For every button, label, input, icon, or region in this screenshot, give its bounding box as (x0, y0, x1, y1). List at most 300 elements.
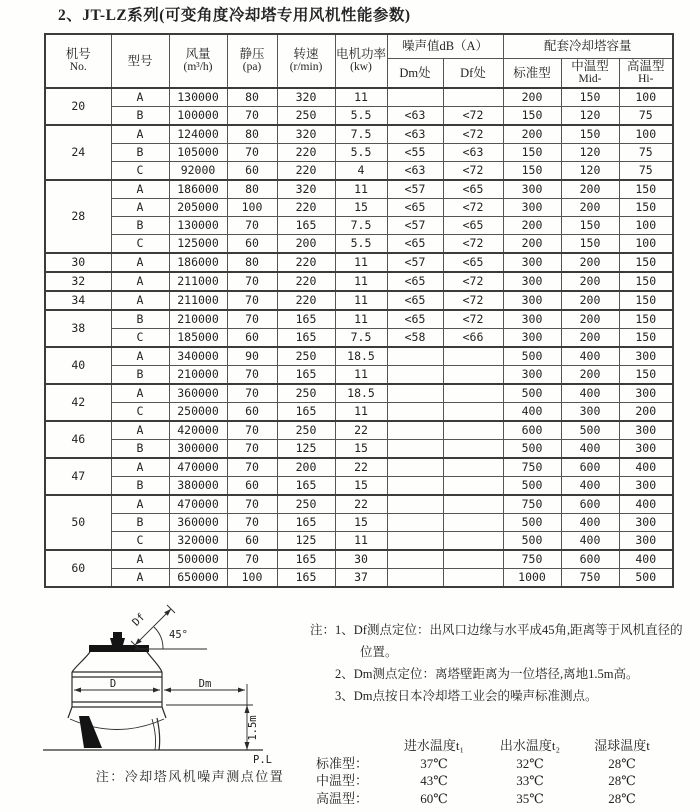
temperature-table (316, 737, 666, 807)
table-cell: 220 (277, 253, 335, 272)
motor-power-label: 电机功率 (335, 47, 386, 61)
table-cell: 400 (561, 384, 619, 403)
table-row (45, 161, 673, 180)
leg-left (79, 716, 102, 748)
table-cell (387, 402, 443, 421)
table-cell: A (111, 458, 169, 477)
table-cell: 18.5 (335, 347, 387, 366)
table-cell: 200 (561, 328, 619, 347)
table-cell: 200 (561, 291, 619, 310)
table-cell: <63 (443, 143, 503, 161)
table-cell: 150 (619, 198, 673, 216)
table-cell: 100 (619, 125, 673, 144)
table-cell: C (111, 161, 169, 180)
table-row (45, 458, 673, 477)
dim-d-arrow-right (153, 688, 160, 693)
machine-no-cell: 32 (45, 272, 111, 291)
table-cell: 150 (619, 328, 673, 347)
table-row (45, 125, 673, 144)
table-cell: 300 (503, 328, 561, 347)
table-cell: 15 (335, 439, 387, 458)
table-cell: C (111, 531, 169, 550)
static-pressure-unit: (pa) (242, 61, 262, 74)
table-row (45, 476, 673, 495)
table-cell: 300 (619, 476, 673, 495)
table-cell: 400 (619, 458, 673, 477)
table-cell (443, 402, 503, 421)
col-header-cap-mid (561, 59, 619, 88)
speed-unit: (r/min) (289, 61, 323, 74)
table-cell: 70 (227, 495, 277, 514)
table-cell: 400 (561, 476, 619, 495)
table-cell: 500 (503, 531, 561, 550)
machine-no-cell: 28 (45, 180, 111, 253)
table-cell: B (111, 365, 169, 384)
table-cell: 5.5 (335, 106, 387, 125)
table-cell: <65 (387, 198, 443, 216)
table-cell: 11 (335, 310, 387, 329)
table-cell: B (111, 513, 169, 531)
table-cell: 320 (277, 180, 335, 199)
temp-row-label: 高温型： (316, 790, 369, 806)
table-cell: 100 (227, 568, 277, 587)
table-cell: 750 (503, 495, 561, 514)
table-cell: 165 (277, 550, 335, 569)
static-pressure-label: 静压 (239, 47, 265, 61)
table-cell: <72 (443, 272, 503, 291)
skirt-right (162, 707, 166, 718)
table-cell: A (111, 384, 169, 403)
table-cell: 400 (619, 550, 673, 569)
table-cell: 1000 (503, 568, 561, 587)
table-cell: C (111, 234, 169, 253)
table-cell: 600 (561, 495, 619, 514)
table-cell: C (111, 328, 169, 347)
table-cell: 400 (561, 439, 619, 458)
table-cell: 500 (503, 384, 561, 403)
table-cell: 211000 (169, 272, 227, 291)
table-cell: <63 (387, 161, 443, 180)
table-cell: 250 (277, 495, 335, 514)
fan-cap (89, 645, 149, 652)
table-cell: 80 (227, 88, 277, 107)
table-cell: 150 (619, 365, 673, 384)
table-cell: B (111, 439, 169, 458)
temp-header-inlet: 进水温度t₁ (403, 738, 465, 753)
table-cell: 165 (277, 568, 335, 587)
table-row (45, 347, 673, 366)
table-cell: 150 (561, 88, 619, 107)
temp-header-empty (316, 737, 386, 755)
table-cell: 500 (503, 347, 561, 366)
table-cell (387, 531, 443, 550)
table-cell: 7.5 (335, 328, 387, 347)
table-cell: 15 (335, 513, 387, 531)
table-cell: 650000 (169, 568, 227, 587)
table-cell (387, 495, 443, 514)
table-cell (443, 476, 503, 495)
table-row (45, 495, 673, 514)
table-cell: 165 (277, 216, 335, 234)
temp-value: 28℃ (608, 773, 636, 788)
table-cell: 60 (227, 328, 277, 347)
table-cell: B (111, 476, 169, 495)
table-cell: 200 (561, 365, 619, 384)
table-row (45, 291, 673, 310)
diagram-caption: 注：冷却塔风机噪声测点位置 (95, 769, 285, 784)
table-cell (443, 513, 503, 531)
table-cell: 200 (561, 198, 619, 216)
dim-d-label: D (109, 678, 117, 690)
table-cell (387, 439, 443, 458)
table-row (45, 88, 673, 107)
table-cell: 37 (335, 568, 387, 587)
table-cell: 500 (619, 568, 673, 587)
table-cell: 186000 (169, 180, 227, 199)
table-cell: 360000 (169, 384, 227, 403)
table-cell: 11 (335, 365, 387, 384)
dim-dm-arrow-right (238, 688, 245, 693)
table-cell: 15 (335, 198, 387, 216)
table-cell (443, 568, 503, 587)
table-cell: 400 (619, 495, 673, 514)
table-row (45, 439, 673, 458)
motor-stem (113, 632, 122, 638)
table-cell: A (111, 180, 169, 199)
table-cell: 500 (561, 421, 619, 440)
table-cell: 400 (561, 513, 619, 531)
table-cell: 300 (619, 513, 673, 531)
temp-header-wetbulb: 湿球温度t (594, 738, 650, 753)
table-cell (387, 513, 443, 531)
machine-no-cell: 47 (45, 458, 111, 495)
table-cell: 750 (561, 568, 619, 587)
temp-value: 28℃ (608, 755, 636, 771)
table-cell: B (111, 143, 169, 161)
col-group-capacity: 配套冷却塔容量 (503, 34, 673, 59)
table-cell: 300 (503, 291, 561, 310)
note-item-2: 2、Dm测点定位：离塔壁距离为一位塔径,离地1.5m高。 (335, 666, 639, 681)
table-row (45, 143, 673, 161)
temp-row-label: 中温型： (316, 773, 369, 788)
note-item-3: 3、Dm点按日本冷却塔工业会的噪声标准测点。 (335, 688, 598, 703)
tower-shoulder-left (72, 652, 90, 672)
table-cell (387, 568, 443, 587)
table-cell: <57 (387, 253, 443, 272)
table-cell: 150 (619, 253, 673, 272)
table-cell: 100 (619, 88, 673, 107)
table-cell: <65 (443, 216, 503, 234)
table-row (45, 253, 673, 272)
table-cell (387, 347, 443, 366)
speed-label: 转速 (293, 47, 319, 61)
notes-prefix: 注： (310, 623, 336, 637)
table-cell: 70 (227, 143, 277, 161)
table-cell: 200 (503, 216, 561, 234)
table-cell: 250 (277, 106, 335, 125)
table-cell: 220 (277, 161, 335, 180)
table-cell: A (111, 272, 169, 291)
table-row (45, 106, 673, 125)
table-cell: 165 (277, 402, 335, 421)
col-header-motor-power (335, 34, 387, 88)
machine-no-cell: 30 (45, 253, 111, 272)
table-row (45, 421, 673, 440)
table-cell: 70 (227, 384, 277, 403)
table-cell: 22 (335, 495, 387, 514)
table-cell: 340000 (169, 347, 227, 366)
table-cell: <72 (443, 106, 503, 125)
table-cell: 300 (503, 198, 561, 216)
machine-no-label: 机号 (65, 47, 91, 61)
dim-dm-arrow-left (164, 688, 171, 693)
table-cell (443, 347, 503, 366)
table-cell (387, 421, 443, 440)
table-cell: 300 (619, 531, 673, 550)
table-cell: 80 (227, 180, 277, 199)
table-cell: 92000 (169, 161, 227, 180)
table-row (45, 198, 673, 216)
table-cell: 70 (227, 216, 277, 234)
machine-no-cell: 34 (45, 291, 111, 310)
cooling-tower-drawing (35, 598, 295, 773)
table-cell (443, 550, 503, 569)
table-cell: A (111, 550, 169, 569)
table-cell: 400 (503, 402, 561, 421)
table-cell: 250 (277, 421, 335, 440)
table-cell (387, 458, 443, 477)
table-cell: 211000 (169, 291, 227, 310)
notes-list (335, 620, 694, 708)
table-cell: 80 (227, 125, 277, 144)
motor-power-unit: (kw) (350, 61, 372, 74)
table-cell: 60 (227, 234, 277, 253)
table-cell: 210000 (169, 365, 227, 384)
table-cell: 320000 (169, 531, 227, 550)
table-cell: 300000 (169, 439, 227, 458)
angle-arc (154, 627, 163, 649)
table-cell: <66 (443, 328, 503, 347)
col-header-airflow (169, 34, 227, 88)
table-cell: 100000 (169, 106, 227, 125)
table-cell: <72 (443, 198, 503, 216)
table-cell: A (111, 347, 169, 366)
table-cell: <72 (443, 125, 503, 144)
table-cell: 320 (277, 125, 335, 144)
temp-value: 43℃ (420, 773, 448, 788)
table-cell: 150 (503, 143, 561, 161)
table-cell: 420000 (169, 421, 227, 440)
table-cell: 11 (335, 402, 387, 421)
table-cell: 600 (503, 421, 561, 440)
table-cell: 120 (561, 106, 619, 125)
table-cell: 300 (619, 347, 673, 366)
table-row (45, 550, 673, 569)
page-title: 2、JT-LZ系列(可变角度冷却塔专用风机性能参数) (58, 7, 411, 24)
table-cell: 22 (335, 458, 387, 477)
table-cell: 200 (561, 180, 619, 199)
table-cell: 186000 (169, 253, 227, 272)
temperature-row-mid (316, 772, 666, 790)
cap-mid-label: 中温型 (571, 59, 609, 73)
table-cell: 200 (277, 458, 335, 477)
table-cell (443, 458, 503, 477)
table-cell: A (111, 198, 169, 216)
table-cell (443, 495, 503, 514)
table-cell: 11 (335, 272, 387, 291)
table-cell: 11 (335, 531, 387, 550)
performance-table (44, 33, 674, 588)
table-cell: 300 (503, 310, 561, 329)
machine-no-cell: 46 (45, 421, 111, 458)
table-cell: 130000 (169, 216, 227, 234)
machine-no-cell: 50 (45, 495, 111, 550)
table-cell: 150 (619, 272, 673, 291)
table-cell: 150 (561, 216, 619, 234)
table-cell: 124000 (169, 125, 227, 144)
machine-no-cell: 38 (45, 310, 111, 347)
machine-no-cell: 60 (45, 550, 111, 587)
table-cell: 150 (619, 291, 673, 310)
table-cell: 400 (561, 531, 619, 550)
table-cell: 300 (561, 402, 619, 421)
table-cell: 200 (277, 234, 335, 253)
dim-height-arrow-top (245, 705, 250, 713)
table-cell: 600 (561, 458, 619, 477)
table-cell: 100 (619, 216, 673, 234)
table-cell: A (111, 88, 169, 107)
table-row (45, 328, 673, 347)
table-cell (443, 421, 503, 440)
table-cell: A (111, 253, 169, 272)
table-cell: <55 (387, 143, 443, 161)
temp-value: 32℃ (516, 755, 544, 771)
table-cell: 300 (619, 384, 673, 403)
table-cell: 470000 (169, 458, 227, 477)
table-cell: 470000 (169, 495, 227, 514)
table-cell: <57 (387, 216, 443, 234)
table-cell: 150 (503, 161, 561, 180)
table-row (45, 234, 673, 253)
table-cell: <65 (387, 291, 443, 310)
machine-no-cell: 20 (45, 88, 111, 125)
table-cell: 250 (277, 347, 335, 366)
table-cell: 18.5 (335, 384, 387, 403)
table-cell: 60 (227, 161, 277, 180)
table-cell: 5.5 (335, 234, 387, 253)
col-header-static-pressure (227, 34, 277, 88)
table-cell: 210000 (169, 310, 227, 329)
table-cell: 165 (277, 328, 335, 347)
temperature-header-row (316, 737, 666, 755)
col-header-noise-dm: Dm处 (387, 59, 443, 88)
table-cell: 200 (561, 253, 619, 272)
pl-label: P.L (253, 754, 272, 766)
table-cell: 165 (277, 513, 335, 531)
table-cell: 70 (227, 513, 277, 531)
col-header-cap-hi (619, 59, 673, 88)
table-cell: B (111, 310, 169, 329)
table-row (45, 180, 673, 199)
table-cell: 200 (503, 125, 561, 144)
table-cell: 150 (561, 125, 619, 144)
table-cell: 150 (619, 310, 673, 329)
table-cell: 300 (503, 180, 561, 199)
table-cell: 200 (561, 272, 619, 291)
table-cell: 150 (561, 234, 619, 253)
table-cell: <65 (387, 272, 443, 291)
table-cell: 5.5 (335, 143, 387, 161)
table-cell (443, 384, 503, 403)
table-cell: 400 (561, 347, 619, 366)
table-cell (443, 531, 503, 550)
table-cell: <63 (387, 125, 443, 144)
table-cell: 220 (277, 198, 335, 216)
table-cell: A (111, 568, 169, 587)
dim-d-arrow-left (74, 688, 81, 693)
table-cell: 250 (277, 384, 335, 403)
temp-value: 35℃ (516, 790, 544, 806)
table-cell: 165 (277, 310, 335, 329)
table-cell: <57 (387, 180, 443, 199)
table-cell: 300 (503, 253, 561, 272)
table-cell: C (111, 402, 169, 421)
table-cell: 125 (277, 531, 335, 550)
table-cell: 200 (503, 88, 561, 107)
cap-hi-sublabel: Hi- (638, 73, 654, 86)
table-cell: 4 (335, 161, 387, 180)
table-cell: A (111, 125, 169, 144)
table-cell: 750 (503, 550, 561, 569)
motor-body (110, 638, 125, 645)
machine-no-cell: 24 (45, 125, 111, 180)
table-cell: 11 (335, 180, 387, 199)
table-cell (443, 365, 503, 384)
dim-dm-label: Dm (198, 678, 212, 690)
table-row (45, 402, 673, 421)
table-cell: B (111, 106, 169, 125)
table-row (45, 310, 673, 329)
table-body (45, 88, 673, 587)
table-cell: <58 (387, 328, 443, 347)
table-row (45, 272, 673, 291)
table-cell: 220 (277, 143, 335, 161)
table-cell: 120 (561, 161, 619, 180)
tower-shoulder-right (147, 652, 162, 672)
table-cell: 11 (335, 253, 387, 272)
table-cell: 22 (335, 421, 387, 440)
table-row (45, 216, 673, 234)
table-cell: 150 (503, 106, 561, 125)
table-cell: 500 (503, 513, 561, 531)
notes-block (310, 620, 694, 708)
table-cell: 7.5 (335, 125, 387, 144)
table-cell: 70 (227, 458, 277, 477)
table-cell: 60 (227, 402, 277, 421)
table-cell (387, 384, 443, 403)
note-item-1: 1、Df测点定位：出风口边缘与水平成45角,距离等于风机直径的位置。 (335, 623, 683, 659)
table-cell: 150 (619, 180, 673, 199)
table-cell: 220 (277, 272, 335, 291)
table-cell: 105000 (169, 143, 227, 161)
table-row (45, 531, 673, 550)
dim-height-label: 1.5m (247, 715, 259, 741)
table-cell: 120 (561, 143, 619, 161)
table-cell: 185000 (169, 328, 227, 347)
table-cell: 70 (227, 291, 277, 310)
table-row (45, 365, 673, 384)
table-cell: <72 (443, 310, 503, 329)
